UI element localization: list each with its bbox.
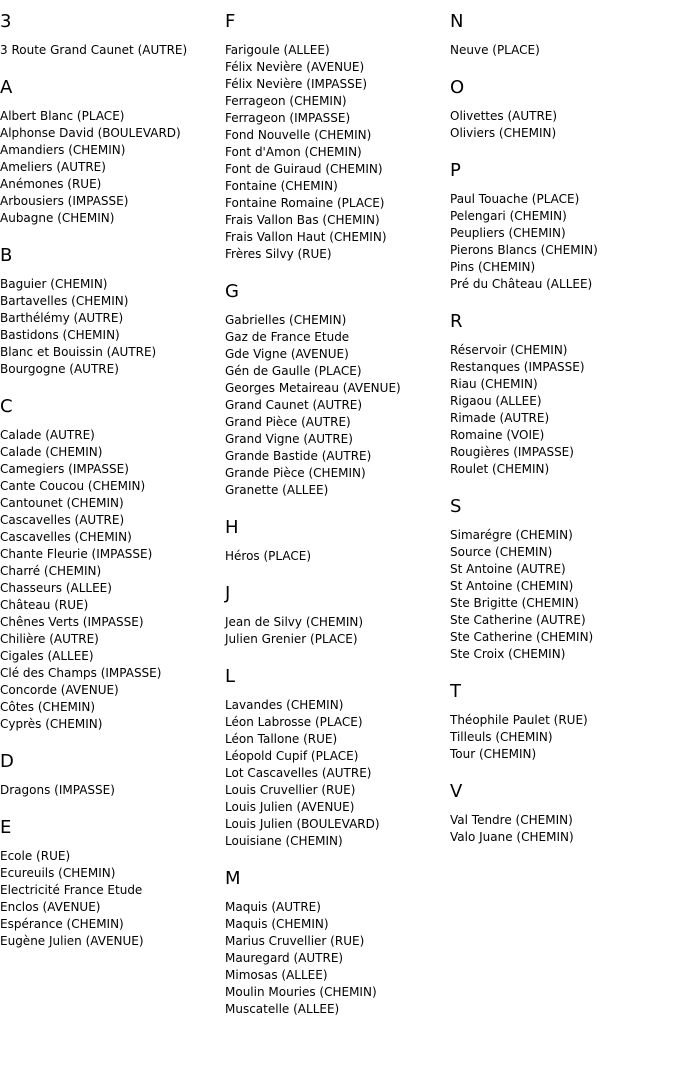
street-list-item[interactable]: Calade (AUTRE) <box>0 428 95 442</box>
letter-heading: O <box>450 77 465 98</box>
street-list-item[interactable]: Oliviers (CHEMIN) <box>450 126 557 140</box>
street-list-item[interactable]: Anémones (RUE) <box>0 177 102 191</box>
street-list-item[interactable]: Pins (CHEMIN) <box>450 260 536 274</box>
street-list-item[interactable]: Ameliers (AUTRE) <box>0 160 106 174</box>
street-list <box>0 276 222 378</box>
letter-heading: T <box>450 681 461 702</box>
street-list-item[interactable]: Léon Tallone (RUE) <box>225 732 338 746</box>
street-list-item[interactable]: Louis Julien (BOULEVARD) <box>225 817 380 831</box>
street-list-item[interactable]: Olivettes (AUTRE) <box>450 109 558 123</box>
letter-group <box>0 76 222 227</box>
street-list-item[interactable]: Ferrageon (CHEMIN) <box>225 94 347 108</box>
street-list-item[interactable]: Fond Nouvelle (CHEMIN) <box>225 128 372 142</box>
street-list <box>450 108 672 142</box>
letter-group <box>225 665 447 850</box>
street-list-item[interactable]: Fontaine Romaine (PLACE) <box>225 196 385 210</box>
letter-group <box>450 680 672 763</box>
street-list-item[interactable]: Enclos (AVENUE) <box>0 900 101 914</box>
street-list-item[interactable]: Moulin Mouries (CHEMIN) <box>225 985 377 999</box>
letter-heading: H <box>225 517 239 538</box>
street-list-item[interactable]: Rougières (IMPASSE) <box>450 445 574 459</box>
street-list <box>450 527 672 663</box>
street-list-item[interactable]: Maquis (CHEMIN) <box>225 917 329 931</box>
letter-group <box>450 76 672 142</box>
street-index-column-2 <box>225 0 447 1035</box>
street-list-item[interactable]: Julien Grenier (PLACE) <box>225 632 358 646</box>
street-list-item[interactable]: Muscatelle (ALLEE) <box>225 1002 340 1016</box>
street-list-item[interactable]: Grande Pièce (CHEMIN) <box>225 466 366 480</box>
letter-heading: F <box>225 11 236 32</box>
street-list-item[interactable]: Lot Cascavelles (AUTRE) <box>225 766 372 780</box>
letter-heading: M <box>225 868 241 889</box>
street-list-item[interactable]: Amandiers (CHEMIN) <box>0 143 126 157</box>
street-list-item[interactable]: Héros (PLACE) <box>225 549 312 563</box>
street-list <box>0 108 222 227</box>
street-list-item[interactable]: Tour (CHEMIN) <box>450 747 537 761</box>
street-list-item[interactable]: Cantounet (CHEMIN) <box>0 496 124 510</box>
street-list-item[interactable]: Félix Nevière (IMPASSE) <box>225 77 368 91</box>
street-list-item[interactable]: Bartavelles (CHEMIN) <box>0 294 129 308</box>
street-list-item[interactable]: Ecole (RUE) <box>0 849 71 863</box>
street-list-item[interactable]: Bastidons (CHEMIN) <box>0 328 120 342</box>
street-list-item[interactable]: Frères Silvy (RUE) <box>225 247 332 261</box>
street-list-item[interactable]: Pelengari (CHEMIN) <box>450 209 567 223</box>
street-list-item[interactable]: Ecureuils (CHEMIN) <box>0 866 116 880</box>
letter-group <box>0 816 222 950</box>
street-list-item[interactable]: Source (CHEMIN) <box>450 545 553 559</box>
letter-heading: S <box>450 496 462 517</box>
street-list-item[interactable]: Gde Vigne (AVENUE) <box>225 347 349 361</box>
street-list-item[interactable]: Ste Croix (CHEMIN) <box>450 647 566 661</box>
street-list-item[interactable]: Tilleuls (CHEMIN) <box>450 730 553 744</box>
street-index-column-3 <box>450 0 672 863</box>
street-list-item[interactable]: Charré (CHEMIN) <box>0 564 102 578</box>
street-list-item[interactable]: Dragons (IMPASSE) <box>0 783 115 797</box>
street-list-item[interactable]: Ste Brigitte (CHEMIN) <box>450 596 579 610</box>
street-list-item[interactable]: Côtes (CHEMIN) <box>0 700 96 714</box>
street-list <box>225 614 447 648</box>
street-list-item[interactable]: Calade (CHEMIN) <box>0 445 103 459</box>
letter-group <box>0 10 222 59</box>
letter-group <box>0 244 222 378</box>
street-list-item[interactable]: Arbousiers (IMPASSE) <box>0 194 129 208</box>
letter-group <box>450 495 672 663</box>
street-list-item[interactable]: Mauregard (AUTRE) <box>225 951 344 965</box>
street-list-item[interactable]: Rigaou (ALLEE) <box>450 394 542 408</box>
letter-heading: P <box>450 160 461 181</box>
letter-heading: D <box>0 751 14 772</box>
street-list-item[interactable]: Cigales (ALLEE) <box>0 649 94 663</box>
street-list-item[interactable]: Grand Vigne (AUTRE) <box>225 432 353 446</box>
letter-heading: A <box>0 77 13 98</box>
letter-group <box>450 159 672 293</box>
street-index-column-1 <box>0 0 222 967</box>
street-list-item[interactable]: Chante Fleurie (IMPASSE) <box>0 547 153 561</box>
street-list-item[interactable]: Val Tendre (CHEMIN) <box>450 813 573 827</box>
street-list-item[interactable]: Electricité France Etude <box>0 883 143 897</box>
street-list-item[interactable]: Pierons Blancs (CHEMIN) <box>450 243 598 257</box>
street-list-item[interactable]: St Antoine (CHEMIN) <box>450 579 574 593</box>
letter-heading: 3 <box>0 11 12 32</box>
street-list-item[interactable]: Baguier (CHEMIN) <box>0 277 108 291</box>
letter-group <box>450 10 672 59</box>
street-list <box>225 312 447 499</box>
street-list-item[interactable]: Gabrielles (CHEMIN) <box>225 313 347 327</box>
street-list-item[interactable]: Chênes Verts (IMPASSE) <box>0 615 144 629</box>
street-list-item[interactable]: Eugène Julien (AVENUE) <box>0 934 144 948</box>
street-list-item[interactable]: Louis Julien (AVENUE) <box>225 800 355 814</box>
street-list <box>0 427 222 733</box>
street-list-item[interactable]: Blanc et Bouissin (AUTRE) <box>0 345 157 359</box>
street-list-item[interactable]: Font d'Amon (CHEMIN) <box>225 145 362 159</box>
street-list <box>450 712 672 763</box>
street-list-item[interactable]: Albert Blanc (PLACE) <box>0 109 125 123</box>
street-list-item[interactable]: Félix Nevière (AVENUE) <box>225 60 365 74</box>
letter-heading: E <box>0 817 12 838</box>
street-list-item[interactable]: Romaine (VOIE) <box>450 428 545 442</box>
street-list-item[interactable]: Grand Pièce (AUTRE) <box>225 415 351 429</box>
street-list-item[interactable]: Concorde (AVENUE) <box>0 683 119 697</box>
street-list <box>0 782 222 799</box>
street-list-item[interactable]: Gaz de France Etude <box>225 330 350 344</box>
street-list-item[interactable]: Grande Bastide (AUTRE) <box>225 449 372 463</box>
street-list-item[interactable]: Ferrageon (IMPASSE) <box>225 111 351 125</box>
street-list <box>225 42 447 263</box>
street-list-item[interactable]: Réservoir (CHEMIN) <box>450 343 568 357</box>
letter-group <box>450 780 672 846</box>
letter-group <box>225 10 447 263</box>
letter-heading: V <box>450 781 463 802</box>
street-list-item[interactable]: 3 Route Grand Caunet (AUTRE) <box>0 43 188 57</box>
street-list-item[interactable]: Cante Coucou (CHEMIN) <box>0 479 146 493</box>
street-list-item[interactable]: Rimade (AUTRE) <box>450 411 550 425</box>
letter-group <box>225 280 447 499</box>
street-list-item[interactable]: Riau (CHEMIN) <box>450 377 538 391</box>
street-list-item[interactable]: Camegiers (IMPASSE) <box>0 462 129 476</box>
street-list-item[interactable]: Maquis (AUTRE) <box>225 900 321 914</box>
street-list-item[interactable]: Théophile Paulet (RUE) <box>450 713 588 727</box>
street-list-item[interactable]: Espérance (CHEMIN) <box>0 917 124 931</box>
street-list-item[interactable]: Louisiane (CHEMIN) <box>225 834 343 848</box>
letter-group <box>450 310 672 478</box>
street-list-item[interactable]: Restanques (IMPASSE) <box>450 360 585 374</box>
street-list-item[interactable]: Barthélémy (AUTRE) <box>0 311 124 325</box>
street-list-item[interactable]: Fontaine (CHEMIN) <box>225 179 338 193</box>
street-list-item[interactable]: Chasseurs (ALLEE) <box>0 581 112 595</box>
street-list-item[interactable]: Pré du Château (ALLEE) <box>450 277 593 291</box>
street-list-item[interactable]: Cascavelles (CHEMIN) <box>0 530 132 544</box>
street-list <box>450 191 672 293</box>
street-list-item[interactable]: Peupliers (CHEMIN) <box>450 226 566 240</box>
street-list-item[interactable]: Frais Vallon Haut (CHEMIN) <box>225 230 387 244</box>
letter-heading: L <box>225 666 236 687</box>
street-list-item[interactable]: Chilière (AUTRE) <box>0 632 99 646</box>
street-list <box>450 42 672 59</box>
street-list-item[interactable]: Alphonse David (BOULEVARD) <box>0 126 181 140</box>
street-list-item[interactable]: Marius Cruvellier (RUE) <box>225 934 365 948</box>
street-list <box>450 342 672 478</box>
street-list-item[interactable]: Clé des Champs (IMPASSE) <box>0 666 162 680</box>
letter-group <box>225 582 447 648</box>
street-list-item[interactable]: St Antoine (AUTRE) <box>450 562 566 576</box>
letter-heading: G <box>225 281 239 302</box>
street-list-item[interactable]: Roulet (CHEMIN) <box>450 462 550 476</box>
street-list-item[interactable]: Neuve (PLACE) <box>450 43 540 57</box>
street-list-item[interactable]: Ste Catherine (CHEMIN) <box>450 630 594 644</box>
street-list-item[interactable]: Léon Labrosse (PLACE) <box>225 715 363 729</box>
street-list-item[interactable]: Paul Touache (PLACE) <box>450 192 580 206</box>
street-list-item[interactable]: Simarégre (CHEMIN) <box>450 528 573 542</box>
street-list-item[interactable]: Aubagne (CHEMIN) <box>0 211 115 225</box>
street-list-item[interactable]: Font de Guiraud (CHEMIN) <box>225 162 383 176</box>
street-list <box>450 812 672 846</box>
street-list-item[interactable]: Gén de Gaulle (PLACE) <box>225 364 362 378</box>
street-list-item[interactable]: Léopold Cupif (PLACE) <box>225 749 359 763</box>
street-list <box>225 899 447 1018</box>
letter-heading: C <box>0 396 13 417</box>
letter-heading: N <box>450 11 464 32</box>
letter-group <box>225 867 447 1018</box>
street-list-item[interactable]: Granette (ALLEE) <box>225 483 329 497</box>
letter-group <box>0 395 222 733</box>
street-list-item[interactable]: Ste Catherine (AUTRE) <box>450 613 586 627</box>
street-list-item[interactable]: Cascavelles (AUTRE) <box>0 513 125 527</box>
street-list-item[interactable]: Louis Cruvellier (RUE) <box>225 783 356 797</box>
street-list <box>225 548 447 565</box>
letter-heading: R <box>450 311 463 332</box>
letter-group <box>225 516 447 565</box>
street-list-item[interactable]: Valo Juane (CHEMIN) <box>450 830 574 844</box>
letter-group <box>0 750 222 799</box>
street-list-item[interactable]: Lavandes (CHEMIN) <box>225 698 344 712</box>
street-list-item[interactable]: Grand Caunet (AUTRE) <box>225 398 363 412</box>
street-list-item[interactable]: Cyprès (CHEMIN) <box>0 717 103 731</box>
street-list <box>0 848 222 950</box>
street-list-item[interactable]: Frais Vallon Bas (CHEMIN) <box>225 213 380 227</box>
street-list <box>225 697 447 850</box>
street-list-item[interactable]: Jean de Silvy (CHEMIN) <box>225 615 364 629</box>
letter-heading: B <box>0 245 13 266</box>
street-list-item[interactable]: Mimosas (ALLEE) <box>225 968 328 982</box>
street-list-item[interactable]: Farigoule (ALLEE) <box>225 43 330 57</box>
street-list-item[interactable]: Georges Metaireau (AVENUE) <box>225 381 401 395</box>
street-list-item[interactable]: Château (RUE) <box>0 598 89 612</box>
street-list-item[interactable]: Bourgogne (AUTRE) <box>0 362 119 376</box>
letter-heading: J <box>225 583 231 604</box>
street-list <box>0 42 222 59</box>
